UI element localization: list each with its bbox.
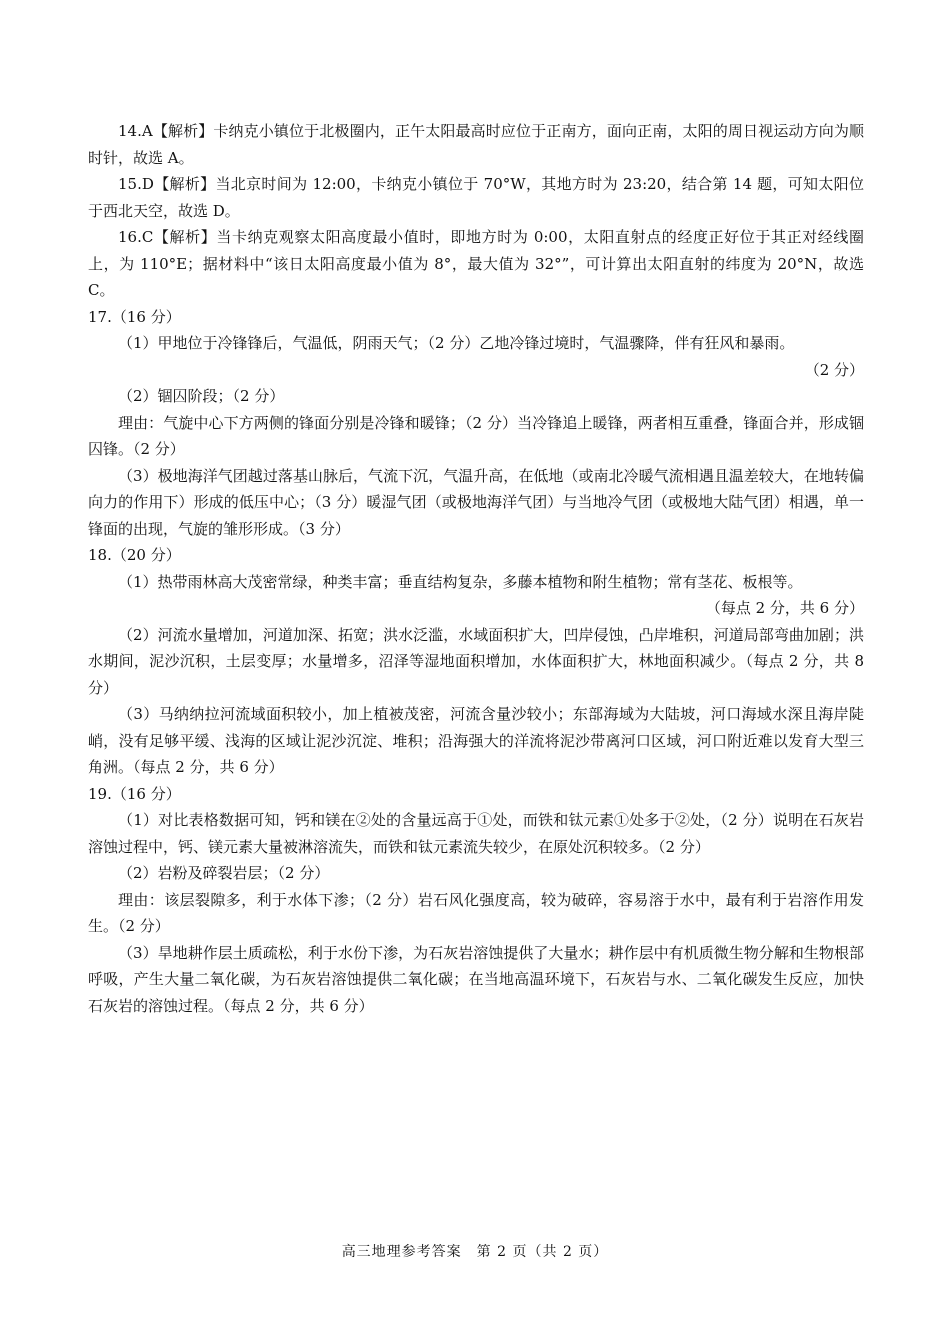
answer-content xyxy=(88,118,864,1019)
q17-part3: （3）极地海洋气团越过落基山脉后，气流下沉，气温升高，在低地（或南北冷暖气流相遇且温差较大，在地转偏向力的作用下）形成的低压中心；（3 分）暖湿气团（或极地海洋气团）与当地冷气团（或极地大陆气团）相遇，单一锋面的出现，气旋的雏形形成。（3 分） xyxy=(88,466,864,538)
q18-part2: （2）河流水量增加，河道加深、拓宽；洪水泛滥，水域面积扩大，凹岸侵蚀，凸岸堆积，河道局部弯曲加剧；洪水期间，泥沙沉积，土层变厚；水量增多，沼泽等湿地面积增加，水体面积扩大，林地面积减少。（每点 2 分，共 8 分） xyxy=(88,625,864,697)
q19-part3: （3）旱地耕作层土质疏松，利于水份下渗，为石灰岩溶蚀提供了大量水；耕作层中有机质微生物分解和生物根部呼吸，产生大量二氧化碳，为石灰岩溶蚀提供二氧化碳；在当地高温环境下，石灰岩与水、二氧化碳发生反应，加快石灰岩的溶蚀过程。（每点 2 分，共 6 分） xyxy=(88,943,864,1015)
q17-part2: （2）锢囚阶段；（2 分） xyxy=(118,387,285,405)
page-footer: 高三地理参考答案 第 2 页（共 2 页） xyxy=(341,1244,609,1260)
q19-part2-reason: 理由：该层裂隙多，利于水体下渗；（2 分）岩石风化强度高，较为破碎，容易溶于水中，最有利于岩溶作用发生。（2 分） xyxy=(88,890,864,935)
q19-part1: （1）对比表格数据可知，钙和镁在②处的含量远高于①处，而铁和钛元素①处多于②处，（2 分）说明在石灰岩溶蚀过程中，钙、镁元素大量被淋溶流失，而铁和钛元素流失较少，在原处沉积较多。（2 分） xyxy=(88,811,864,856)
q19-part2: （2）岩粉及碎裂岩层；（2 分） xyxy=(118,864,330,882)
q17-part2-reason: 理由：气旋中心下方两侧的锋面分别是冷锋和暖锋；（2 分）当冷锋追上暖锋，两者相互重叠，锋面合并，形成锢囚锋。（2 分） xyxy=(88,413,864,458)
q18-part3: （3）马纳纳拉河流域面积较小，加上植被茂密，河流含量沙较小；东部海域为大陆坡，河口海域水深且海岸陡峭，没有足够平缓、浅海的区域让泥沙沉淀、堆积；沿海强大的洋流将泥沙带离河口区域，河口附近难以发育大型三角洲。（每点 2 分，共 6 分） xyxy=(88,705,864,776)
q18-part1-score: （每点 2 分，共 6 分） xyxy=(705,599,864,617)
answer-14: 14.A【解析】卡纳克小镇位于北极圈内，正午太阳最高时应位于正南方，面向正南，太阳的周日视运动方向为顺时针，故选 A。 xyxy=(88,122,864,167)
q17-part1-score: （2 分） xyxy=(804,360,864,379)
q18-part1: （1）热带雨林高大茂密常绿，种类丰富；垂直结构复杂，多藤本植物和附生植物；常有茎花、板根等。 xyxy=(118,572,803,591)
question-19-heading: 19.（16 分） xyxy=(88,784,181,803)
question-18-heading: 18.（20 分） xyxy=(88,546,181,564)
q17-part1: （1）甲地位于冷锋锋后，气温低，阴雨天气；（2 分）乙地冷锋过境时，气温骤降，伴有狂风和暴雨。 xyxy=(118,334,795,352)
question-17-heading: 17.（16 分） xyxy=(88,307,181,326)
answer-15: 15.D【解析】当北京时间为 12:00，卡纳克小镇位于 70°W，其地方时为 23:20，结合第 14 题，可知太阳位于西北天空，故选 D。 xyxy=(88,175,864,220)
answer-16: 16.C【解析】当卡纳克观察太阳高度最小值时，即地方时为 0:00，太阳直射点的经度正好位于其正对经线圈上，为 110°E；据材料中“该日太阳高度最小值为 8°，最大值为 32°”，可计算出太阳直射的纬度为 20°N，故选 C。 xyxy=(88,228,864,299)
